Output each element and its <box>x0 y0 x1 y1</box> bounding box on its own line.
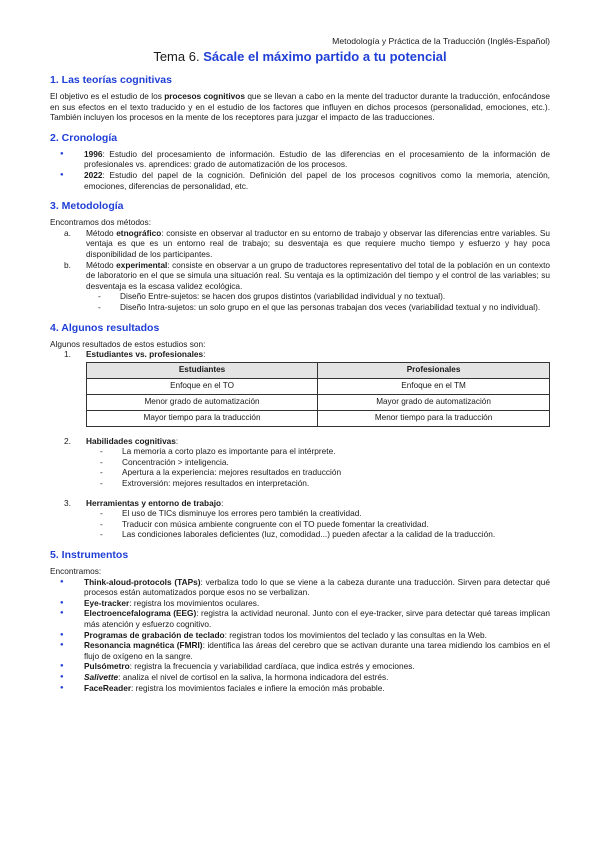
list-item: - Diseño Entre-sujetos: se hacen dos grupos distintos (variabilidad individual y no textual). <box>98 291 550 302</box>
list-item: - Las condiciones laborales deficientes (luz, comodidad...) pueden afectar a la calidad de la traducción. <box>100 529 550 540</box>
list-item: b. Método experimental: consiste en observar a un grupo de traductores representativo del total de la población en un contexto de laboratorio en el que se simula una situación real. Su ventaja es la optimización del tiempo y el control de las variables; su desventaja es la escasa validez ecológica. - Diseño Entre-sujetos: se hacen dos grupos distintos (variabilidad individual y no textual). - Diseño Intra-sujetos: un solo grupo en el que las personas trabajan dos veces (variabilidad textual y no individual). <box>64 260 550 313</box>
list-item: ● Eye-tracker: registra los movimientos oculares. <box>60 598 550 609</box>
metodos-list <box>50 228 550 313</box>
resultados-intro: Algunos resultados de estos estudios son: <box>50 338 206 349</box>
instrumentos-intro: Encontramos: <box>50 566 102 577</box>
list-item: ● FaceReader: registra los movimientos faciales e infiere la emoción más probable. <box>60 683 550 694</box>
list-item: 3. Herramientas y entorno de trabajo: - El uso de TICs disminuye los errores pero también la creatividad. - Traducir con música ambiente congruente con el TO puede fomentar la creatividad. - Las condiciones laborales deficientes (luz, comodidad...) pueden afectar a la calidad de la traducción. <box>64 498 550 540</box>
table-row <box>87 410 550 426</box>
table-header-cell: Estudiantes <box>87 362 318 378</box>
metodologia-intro: Encontramos dos métodos: <box>50 217 151 228</box>
list-item: 1. Estudiantes vs. profesionales: Estudiantes Profesionales Enfoque en el TO Enfoque en el TM Menor grado de automatización Mayor grado de automatización Mayor tiempo para la traducción Menor tiempo para la traducción <box>64 349 550 436</box>
list-item: a. Método etnográfico: consiste en observar al traductor en su entorno de trabajo y observar las diferencias entre variables. Su ventaja es que es un entorno real de trabajo; su desventaja es que requiere mucho tiempo y esfuerzo y hay poca disponibilidad de los participantes. <box>64 227 550 259</box>
page-header: Metodología y Práctica de la Traducción (Inglés-Español) <box>332 36 550 46</box>
list-item: - Apertura a la experiencia: mejores resultados en traducción <box>100 467 550 478</box>
list-item: - Concentración > inteligencia. <box>100 457 550 468</box>
table-cell: Mayor tiempo para la traducción <box>87 410 318 426</box>
section-heading-cronologia: 2. Cronología <box>50 131 118 144</box>
table-header-cell: Profesionales <box>318 362 550 378</box>
table-cell: Mayor grado de automatización <box>318 394 550 410</box>
list-item: ● Resonancia magnética (FMRI): identifica las áreas del cerebro que se activan durante una tarea midiendo los cambios en el flujo de oxígeno en la sangre. <box>60 640 550 661</box>
table-cell: Menor grado de automatización <box>87 394 318 410</box>
section-heading-resultados: 4. Algunos resultados <box>50 321 160 334</box>
habilidades-list <box>86 446 550 488</box>
resultados-list <box>50 349 550 540</box>
section-heading-instrumentos: 5. Instrumentos <box>50 549 129 562</box>
section-paragraph-teorias: El objetivo es el estudio de los procesos cognitivos que se llevan a cabo en la mente del traductor durante la traducción, enfocándose en sus efectos en el texto traducido y en el estudio de los factores que influyen en dichos procesos (personalidad, emociones, etc.). También incluyen los procesos en la mente de los receptores para juzgar el impacto de las traducciones. <box>50 91 551 123</box>
table-cell: Enfoque en el TM <box>318 378 550 394</box>
table-cell: Enfoque en el TO <box>87 378 318 394</box>
cronologia-list <box>50 149 550 191</box>
list-item: - Diseño Intra-sujetos: un solo grupo en el que las personas trabajan dos veces (variabilidad textual y no individual). <box>98 302 550 313</box>
list-item: - El uso de TICs disminuye los errores pero también la creatividad. <box>100 508 550 519</box>
herramientas-list <box>86 508 550 540</box>
table-row <box>87 378 550 394</box>
comparison-table <box>86 362 550 427</box>
list-item: ● Electroencefalograma (EEG): registra la actividad neuronal. Junto con el eye-tracker, sirve para detectar qué tareas implican más atención y esfuerzo cognitivo. <box>60 608 550 629</box>
table-header-row <box>87 362 550 378</box>
list-item: 2. Habilidades cognitivas: - La memoria a corto plazo es importante para el intérprete. - Concentración > inteligencia. - Apertura a la experiencia: mejores resultados en traducción - Extroversión: mejores resultados en interpretación. <box>64 436 550 498</box>
list-item: - Extroversión: mejores resultados en interpretación. <box>100 478 550 489</box>
list-item: ● Programas de grabación de teclado: registran todos los movimientos del teclado y las consultas en la Web. <box>60 630 550 641</box>
title-main: Sácale el máximo partido a tu potencial <box>203 49 447 64</box>
list-item: ● Think-aloud-protocols (TAPs): verbaliza todo lo que se viene a la cabeza durante una traducción. Sirven para detectar qué procesos están automatizados porque esos no se verbalizan. <box>60 577 550 598</box>
list-item: ● 2022: Estudio del papel de la cognición. Definición del papel de los procesos cognitivos como la memoria, atención, emociones, diferencias de personalidad, etc. <box>60 170 550 191</box>
instrumentos-list <box>50 577 550 694</box>
list-item: - Traducir con música ambiente congruente con el TO puede fomentar la creatividad. <box>100 519 550 530</box>
diseno-list <box>86 291 550 312</box>
list-item: - La memoria a corto plazo es importante para el intérprete. <box>100 446 550 457</box>
page-title <box>50 49 550 64</box>
table-row <box>87 394 550 410</box>
section-heading-teorias: 1. Las teorías cognitivas <box>50 74 172 86</box>
list-item: ● 1996: Estudio del procesamiento de información. Estudio de las diferencias en el procesamiento de la información de profesionales vs. aprendices: grado de automatización de los procesos. <box>60 149 550 170</box>
list-item: ● Pulsómetro: registra la frecuencia y variabilidad cardíaca, que indica estrés y emociones. <box>60 661 550 672</box>
list-item: ● Salivette: analiza el nivel de cortisol en la saliva, la hormona indicadora del estrés. <box>60 672 550 683</box>
table-cell: Menor tiempo para la traducción <box>318 410 550 426</box>
section-heading-metodologia: 3. Metodología <box>50 200 124 213</box>
title-prefix: Tema 6. <box>153 49 204 64</box>
